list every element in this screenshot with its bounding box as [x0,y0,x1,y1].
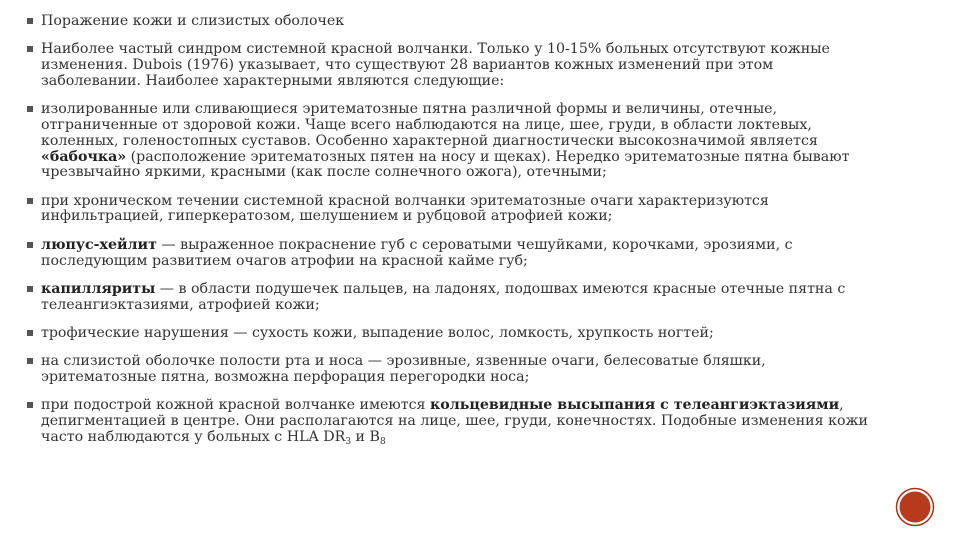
text-segment: изолированные или сливающиеся эритематозные пятна различной формы и величины, отечные, отграниченные от здоровой кожи. Чаще всего наблюдаются на лице, шее, груди, в области локтевых, коленных, голеностопных суставов. Особенно характерной диагностически высокозначимой является [41,101,818,149]
bullet-item [27,194,877,226]
text-segment: при хроническом течении системной красной волчанки эритематозные очаги характеризуются инфильтрацией, гиперкератозом, шелушением и рубцовой атрофией кожи; [41,192,769,225]
bullet-list [27,14,877,458]
text-segment: и B [351,428,380,445]
square-bullet-icon [27,106,33,112]
square-bullet-icon [27,402,33,408]
bold-term: кольцевидные высыпания с телеангиэктазиями [430,397,840,414]
bullet-item [27,14,877,30]
bullet-item [27,354,877,386]
square-bullet-icon [27,18,33,24]
bullet-item [27,398,877,445]
bullet-text [41,13,344,29]
page-badge [895,487,935,527]
bullet-text [41,353,766,385]
bullet-item [27,282,877,314]
bullet-text [41,101,849,180]
bullet-text [41,41,830,89]
bullet-text [41,193,769,225]
bullet-text [41,397,868,445]
text-segment: — в области подушечек пальцев, на ладонях, подошвах имеются красные отечные пятна с телеангиэктазиями, атрофией кожи; [41,280,846,313]
square-bullet-icon [27,358,33,364]
bullet-item [27,102,877,181]
bullet-item [27,238,877,270]
circle-badge-icon [895,487,935,527]
bullet-text [41,237,793,269]
text-segment: на слизистой оболочке полости рта и носа — эрозивные, язвенные очаги, белесоватые бляшки, эритематозные пятна, возможна перфорация перегородки носа; [41,353,766,386]
subscript: 8 [379,436,386,447]
text-segment: Поражение кожи и слизистых оболочек [41,13,345,29]
bold-term: капилляриты [41,280,156,297]
text-segment: при подострой кожной красной волчанке имеются [41,397,431,414]
square-bullet-icon [27,46,33,52]
bullet-text [41,281,845,313]
square-bullet-icon [27,242,33,248]
square-bullet-icon [27,330,33,336]
bold-term: «бабочка» [41,148,127,165]
subscript: 3 [345,436,352,447]
square-bullet-icon [27,198,33,204]
bullet-item [27,326,877,342]
bullet-text [41,325,714,341]
text-segment: , депигментацией в центре. Они располагаются на лице, шее, груди, конечностях. Подобные изменения кожи часто наблюдаются у больных с HLA DR [41,397,869,445]
text-segment: трофические нарушения — сухость кожи, выпадение волос, ломкость, хрупкость ногтей; [41,324,714,341]
text-segment: (расположение эритематозных пятен на носу и щеках). Нередко эритематозные пятна бывают чрезвычайно яркими, красными (как после солнечного ожога), отечными; [41,148,850,181]
text-segment: Наиболее частый синдром системной красной волчанки. Только у 10-15% больных отсутствуют кожные изменения. Dubois (1976) указывает, что существуют 28 вариантов кожных изменений при этом заболевании. Наиболее характерными являются следующие: [41,41,830,89]
bold-term: люпус-хейлит [41,236,157,253]
text-segment: — выраженное покраснение губ с сероватыми чешуйками, корочками, эрозиями, с последующим развитием очагов атрофии на красной кайме губ; [41,236,793,269]
bullet-item [27,42,877,89]
square-bullet-icon [27,286,33,292]
